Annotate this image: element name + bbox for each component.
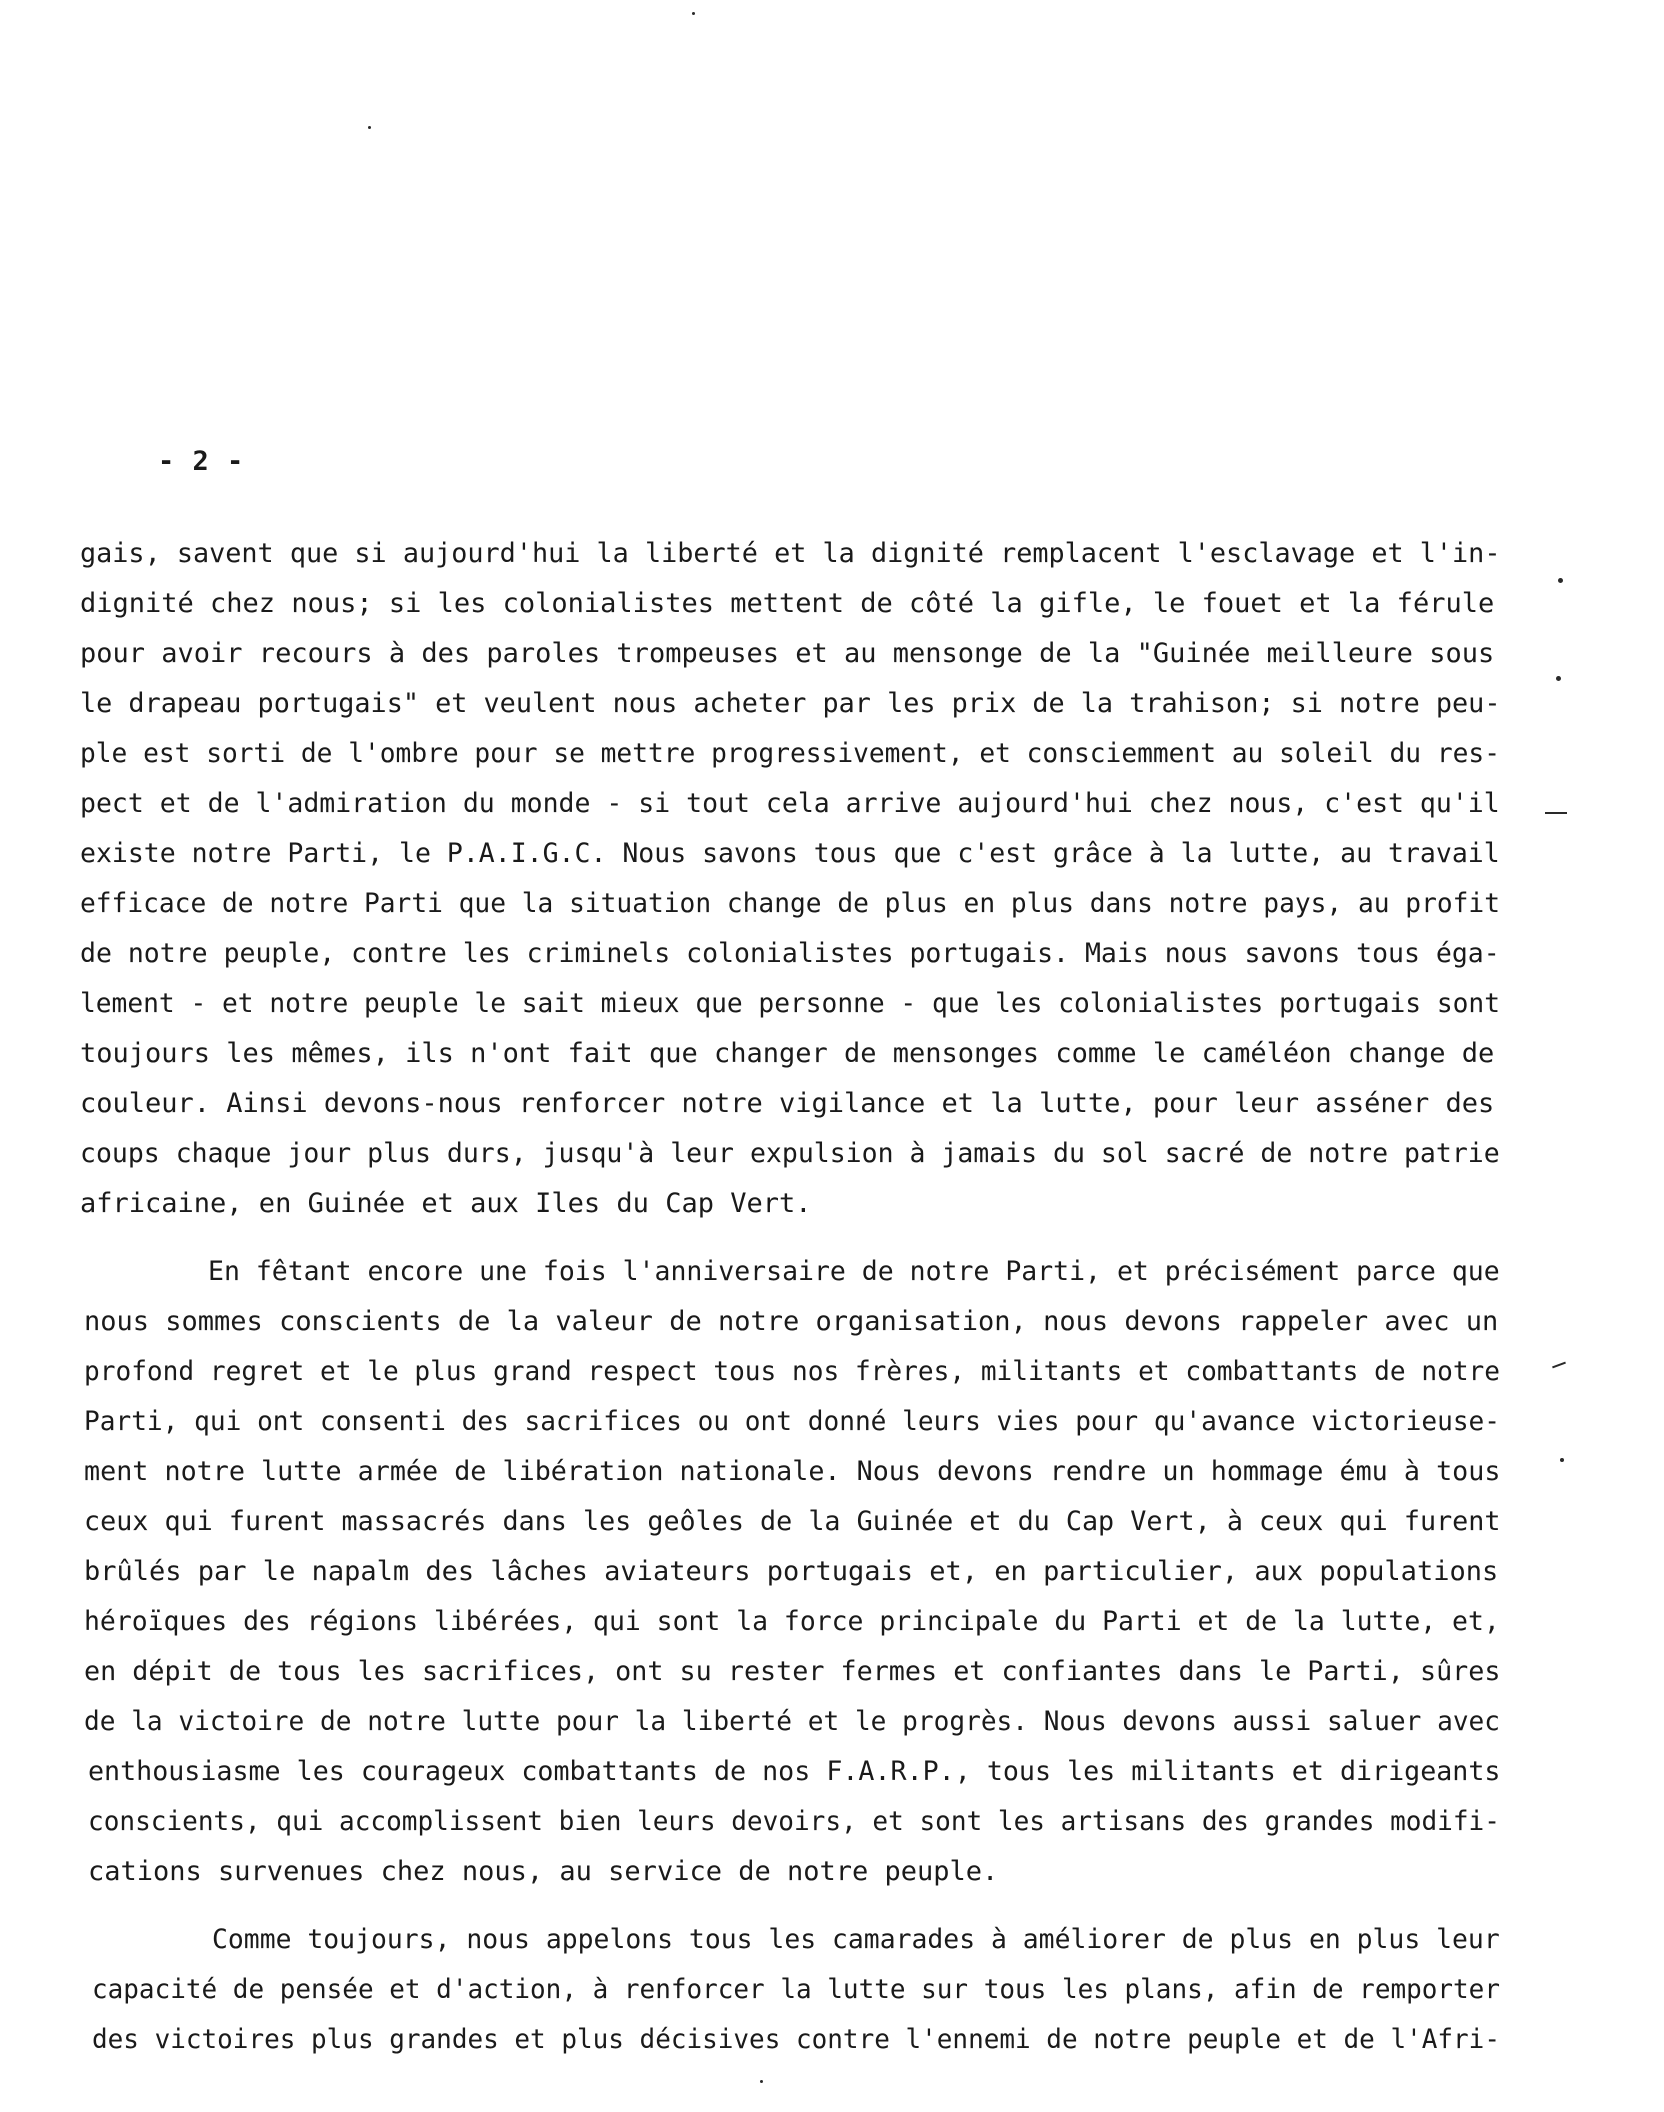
text-line: Comme toujours, nous appelons tous les camarades à améliorer de plus en plus leur — [212, 1924, 1500, 1955]
scan-speck — [760, 2080, 763, 2083]
text-line: ple est sorti de l'ombre pour se mettre progressivement, et consciemment au soleil du res- — [80, 738, 1500, 769]
text-line: de la victoire de notre lutte pour la liberté et le progrès. Nous devons aussi saluer avec — [84, 1706, 1501, 1737]
text-line: profond regret et le plus grand respect tous nos frères, militants et combattants de notre — [84, 1356, 1501, 1387]
text-line: brûlés par le napalm des lâches aviateurs portugais et, en particulier, aux populations — [84, 1556, 1499, 1587]
scan-speck — [1552, 1362, 1566, 1369]
text-line: Parti, qui ont consenti des sacrifices ou ont donné leurs vies pour qu'avance victorieuse- — [84, 1406, 1501, 1437]
text-line: enthousiasme les courageux combattants de nos F.A.R.P., tous les militants et dirigeants — [88, 1756, 1501, 1787]
text-line: ceux qui furent massacrés dans les geôles de la Guinée et du Cap Vert, à ceux qui furent — [84, 1506, 1501, 1537]
scan-speck — [1556, 676, 1561, 681]
text-line: en dépit de tous les sacrifices, ont su rester fermes et confiantes dans le Parti, sûres — [84, 1656, 1501, 1687]
text-line: africaine, en Guinée et aux Iles du Cap Vert. — [80, 1188, 812, 1219]
page-number: - 2 - — [158, 446, 245, 477]
text-line: ment notre lutte armée de libération nationale. Nous devons rendre un hommage ému à tous — [84, 1456, 1501, 1487]
text-line: capacité de pensée et d'action, à renforcer la lutte sur tous les plans, afin de remporter — [92, 1974, 1500, 2005]
text-line: pect et de l'admiration du monde - si tout cela arrive aujourd'hui chez nous, c'est qu'il — [80, 788, 1500, 819]
scan-speck — [1560, 1458, 1564, 1462]
text-line: conscients, qui accomplissent bien leurs devoirs, et sont les artisans des grandes modifi- — [88, 1806, 1500, 1837]
text-line: lement - et notre peuple le sait mieux que personne - que les colonialistes portugais sont — [80, 988, 1500, 1019]
text-line: gais, savent que si aujourd'hui la liberté et la dignité remplacent l'esclavage et l'in- — [80, 538, 1501, 569]
text-line: efficace de notre Parti que la situation change de plus en plus dans notre pays, au profit — [80, 888, 1500, 919]
text-line: des victoires plus grandes et plus décisives contre l'ennemi de notre peuple et de l'Afri- — [92, 2024, 1500, 2055]
text-line: existe notre Parti, le P.A.I.G.C. Nous savons tous que c'est grâce à la lutte, au travail — [80, 838, 1500, 869]
scan-speck — [692, 12, 695, 15]
text-line: couleur. Ainsi devons-nous renforcer notre vigilance et la lutte, pour leur asséner des — [80, 1088, 1495, 1119]
scan-speck — [1545, 812, 1567, 814]
text-line: En fêtant encore une fois l'anniversaire de notre Parti, et précisément parce que — [208, 1256, 1500, 1287]
text-line: héroïques des régions libérées, qui sont la force principale du Parti et de la lutte, et, — [84, 1606, 1500, 1637]
text-line: de notre peuple, contre les criminels colonialistes portugais. Mais nous savons tous éga- — [80, 938, 1500, 969]
scan-speck — [368, 126, 371, 129]
text-line: nous sommes conscients de la valeur de notre organisation, nous devons rappeler avec un — [84, 1306, 1499, 1337]
text-line: cations survenues chez nous, au service de notre peuple. — [88, 1856, 999, 1887]
text-line: pour avoir recours à des paroles trompeuses et au mensonge de la "Guinée meilleure sous — [80, 638, 1495, 669]
text-line: dignité chez nous; si les colonialistes mettent de côté la gifle, le fouet et la férule — [80, 588, 1495, 619]
text-line: le drapeau portugais" et veulent nous acheter par les prix de la trahison; si notre peu- — [80, 688, 1501, 719]
scan-speck — [1558, 578, 1563, 583]
text-line: coups chaque jour plus durs, jusqu'à leur expulsion à jamais du sol sacré de notre patrie — [80, 1138, 1500, 1169]
text-line: toujours les mêmes, ils n'ont fait que changer de mensonges comme le caméléon change de — [80, 1038, 1495, 1069]
